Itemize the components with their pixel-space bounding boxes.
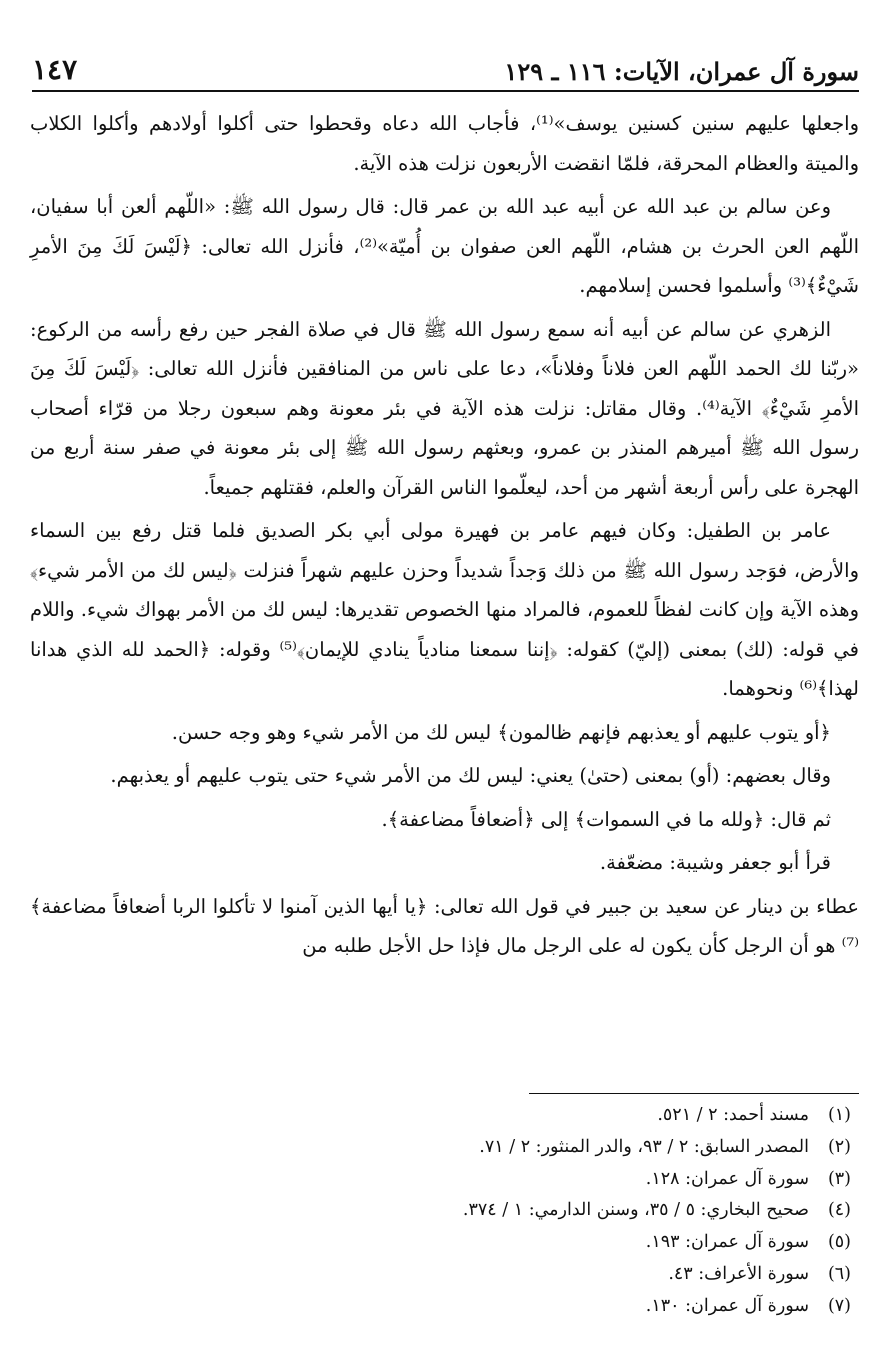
paragraph: الزهري عن سالم عن أبيه أنه سمع رسول الله ﷺ قال في صلاة الفجر حين رفع رأسه من الركوع: «ربّنا لك الحمد اللّهم العن فلاناً وفلاناً»، دعا على ناس من المنافقين فأنزل الله تعالى: ﴿لَيْسَ لَكَ مِنَ الأمرِ شَيْءٌ﴾ الآية⁽⁴⁾. وقال مقاتل: نزلت هذه الآية في بئر معونة وهم سبعون رجلا من قرّاء أصحاب رسول الله ﷺ أميرهم المنذر بن عمرو، وبعثهم رسول الله ﷺ إلى بئر معونة في صفر سنة أربع من الهجرة على رأس أربعة أشهر من أحد، ليعلّموا الناس القرآن والعلم، فقتلهم جميعاً. [30, 317, 859, 499]
footnote [40, 1100, 851, 1132]
footnote [40, 1195, 851, 1227]
paragraph: وقال بعضهم: (أو) بمعنى (حتىٰ) يعني: ليس لك من الأمر شيء حتى يتوب عليهم أو يعذبهم. [110, 764, 831, 787]
paragraph: وعن سالم بن عبد الله عن أبيه عبد الله بن عمر قال: قال رسول الله ﷺ: «اللّهم ألعن أبا سفيان، اللّهم العن الحرث بن هشام، اللّهم العن صفوان بن أُميّة»⁽²⁾، فأنزل الله تعالى: ﴿لَيْسَ لَكَ مِنَ الأمرِ شَيْءٌ﴾⁽³⁾ وأسلموا فحسن إسلامهم. [30, 195, 859, 297]
footnote-text: صحيح البخاري: ٥ / ٣٥، وسنن الدارمي: ١ / ٣٧٤. [462, 1200, 809, 1221]
paragraph: ثم قال: ﴿ولله ما في السموات﴾ إلى ﴿أضعافاً مضاعفة﴾. [381, 807, 831, 831]
footnote-text: المصدر السابق: ٢ / ٩٣، والدر المنثور: ٢ / ٧١. [479, 1136, 809, 1157]
footnote-text: سورة الأعراف: ٤٣. [668, 1263, 809, 1284]
paragraph: عطاء بن دينار عن سعيد بن جبير في قول الله تعالى: ﴿يا أيها الذين آمنوا لا تأكلوا الربا أضعافاً مضاعفة﴾⁽⁷⁾ هو أن الرجل كأن يكون له على الرجل مال فإذا حل الأجل طلبه من [30, 894, 859, 957]
page-header [32, 44, 859, 92]
footnote-number: (١) [827, 1105, 851, 1125]
body-text [30, 104, 859, 970]
footnote [40, 1227, 851, 1259]
paragraph: عامر بن الطفيل: وكان فيهم عامر بن فهيرة مولى أبي بكر الصديق فلما قتل رفع بين السماء والأرض، فوَجد رسول الله ﷺ من ذلك وَجداً شديداً وحزن عليهم شهراً فنزلت ﴿ليس لك من الأمر شيء﴾ وهذه الآية وإن كانت لفظاً للعموم، فالمراد منها الخصوص تقديرها: ليس لك من الأمر بهواك شيء. واللام في قوله: (لك) بمعنى (إليّ) كقوله: ﴿إننا سمعنا منادياً ينادي للإيمان﴾⁽⁵⁾ وقوله: ﴿الحمد لله الذي هدانا لهذا﴾⁽⁶⁾ ونحوهما. [30, 519, 859, 700]
footnotes-list [40, 1100, 851, 1323]
footnote [40, 1132, 851, 1164]
footnote-text: سورة آل عمران: ١٢٨. [645, 1168, 809, 1189]
paragraph: واجعلها عليهم سنين كسنين يوسف»⁽¹⁾، فأجاب الله دعاه وقحطوا حتى أكلوا أولادهم وأكلوا الكلاب والميتة والعظام المحرقة، فلمّا انقضت الأربعون نزلت هذه الآية. [30, 112, 859, 175]
footnote-text: مسند أحمد: ٢ / ٥٢١. [657, 1105, 809, 1125]
footnote-number: (٣) [827, 1168, 851, 1189]
page-number: ١٤٧ [32, 53, 78, 86]
running-title: سورة آل عمران، الآيات: ١١٦ ـ ١٢٩ [504, 57, 859, 86]
footnote-number: (٢) [827, 1136, 851, 1157]
footnote [40, 1164, 851, 1196]
footnote-text: سورة آل عمران: ١٣٠. [645, 1295, 809, 1316]
footnote-number: (٧) [827, 1295, 851, 1316]
footnote-separator [529, 1093, 859, 1094]
footnote-number: (٥) [827, 1232, 851, 1253]
footnote-number: (٦) [827, 1263, 851, 1284]
footnote-text: سورة آل عمران: ١٩٣. [645, 1232, 809, 1253]
footnote [40, 1291, 851, 1323]
paragraph: قرأ أبو جعفر وشيبة: مضعّفة. [599, 851, 831, 874]
footnote [40, 1259, 851, 1291]
paragraph: ﴿أو يتوب عليهم أو يعذبهم فإنهم ظالمون﴾ ليس لك من الأمر شيء وهو وجه حسن. [171, 720, 831, 744]
footnote-number: (٤) [827, 1200, 851, 1221]
